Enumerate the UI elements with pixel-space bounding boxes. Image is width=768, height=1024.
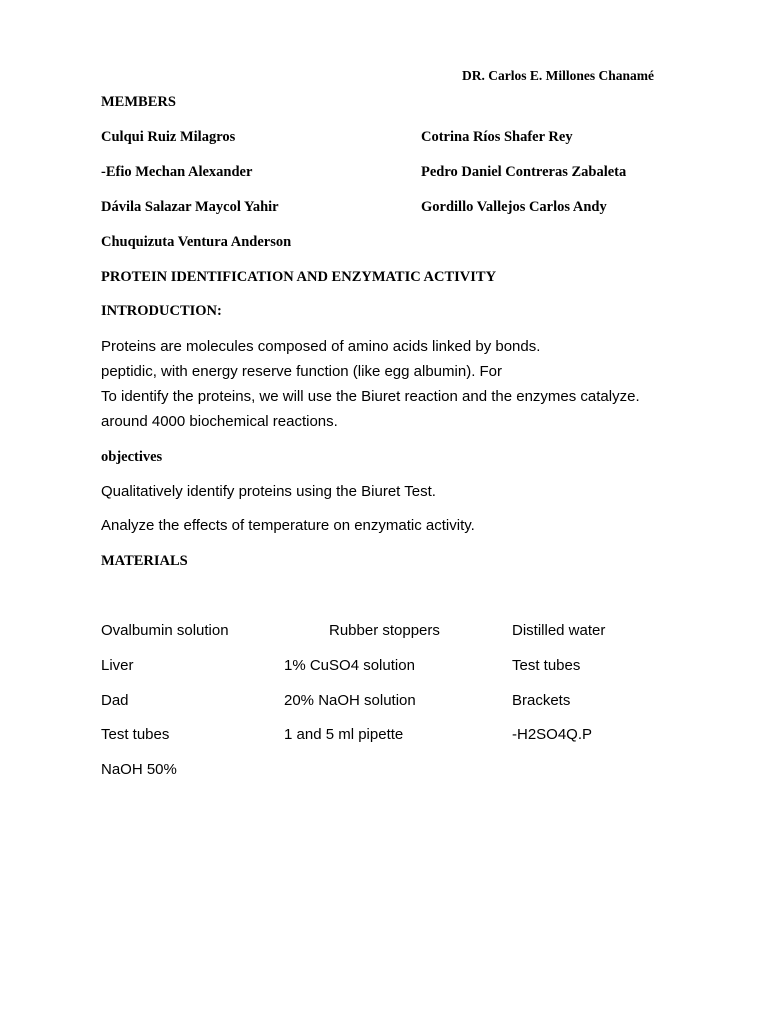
member-name: Dávila Salazar Maycol Yahir: [101, 199, 279, 215]
introduction-line: peptidic, with energy reserve function (like egg albumin). For: [101, 363, 503, 380]
materials-heading: MATERIALS: [101, 553, 188, 569]
introduction-line: Proteins are molecules composed of amino acids linked by bonds.: [101, 338, 541, 355]
member-name: Chuquizuta Ventura Anderson: [101, 234, 292, 250]
material-item: Test tubes: [101, 726, 170, 743]
members-heading: MEMBERS: [101, 94, 176, 110]
member-name: Cotrina Ríos Shafer Rey: [421, 129, 573, 145]
document-title: PROTEIN IDENTIFICATION AND ENZYMATIC ACTIVITY: [101, 269, 497, 285]
member-name: Pedro Daniel Contreras Zabaleta: [421, 164, 627, 180]
objectives-heading: objectives: [101, 449, 163, 465]
member-name: Gordillo Vallejos Carlos Andy: [421, 199, 607, 215]
material-item: Liver: [101, 657, 134, 674]
material-item: -H2SO4Q.P: [512, 726, 593, 743]
member-name: Culqui Ruiz Milagros: [101, 129, 236, 145]
material-item: Distilled water: [512, 622, 606, 639]
member-name: -Efio Mechan Alexander: [101, 164, 253, 180]
objective-item: Analyze the effects of temperature on enzymatic activity.: [101, 517, 475, 534]
material-item: Dad: [101, 692, 129, 709]
material-item: 1% CuSO4 solution: [284, 657, 415, 674]
material-item: Rubber stoppers: [329, 622, 440, 639]
material-item: NaOH 50%: [101, 761, 177, 778]
material-item: 20% NaOH solution: [284, 692, 416, 709]
material-item: 1 and 5 ml pipette: [284, 726, 404, 743]
introduction-line: around 4000 biochemical reactions.: [101, 413, 338, 430]
material-item: Test tubes: [512, 657, 581, 674]
material-item: Ovalbumin solution: [101, 622, 229, 639]
supervisor-name: DR. Carlos E. Millones Chanamé: [462, 68, 654, 83]
introduction-line: To identify the proteins, we will use the Biuret reaction and the enzymes catalyze.: [101, 388, 640, 405]
material-item: Brackets: [512, 692, 571, 709]
objective-item: Qualitatively identify proteins using the Biuret Test.: [101, 483, 436, 500]
introduction-heading: INTRODUCTION:: [101, 303, 222, 319]
